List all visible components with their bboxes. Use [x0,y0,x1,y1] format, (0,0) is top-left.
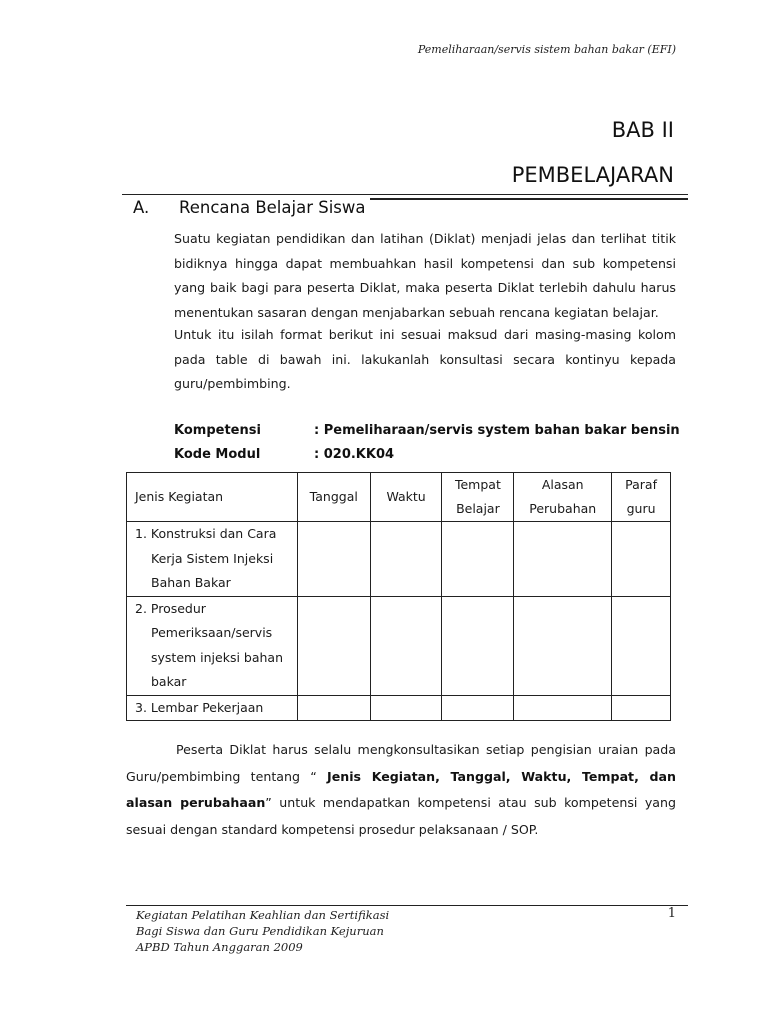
footer-line-3: APBD Tahun Anggaran 2009 [136,940,303,954]
running-header: Pemeliharaan/servis sistem bahan bakar (EFI) [417,43,676,56]
kompetensi-value: : Pemeliharaan/servis system bahan bakar bensin [314,423,680,438]
activity-cell [127,596,298,695]
chapter-number: BAB II [611,118,674,142]
header-tempat-belajar [442,473,514,522]
activity-cell [127,522,298,597]
closing-part2: untuk mendapatkan kompetensi atau sub kompetensi yang sesuai dengan standard kompetensi prosedur pelaksanaan / SOP. [126,795,676,837]
table-header-row [127,473,671,522]
alasan-cell[interactable] [514,596,612,695]
kode-modul-row [174,447,395,462]
table-row [127,522,671,597]
header-tanggal: Tanggal [297,473,370,522]
closing-part1: Peserta Diklat harus selalu mengkonsultasikan setiap pengisian uraian pada Guru/pembimbing tentang [126,742,676,784]
header-tempat-line1: Tempat [454,477,501,492]
activity-cell [127,695,298,721]
section-letter: A. [133,198,150,217]
header-paraf-line1: Paraf [625,477,657,492]
tempat-cell[interactable] [442,596,514,695]
header-paraf-line2: guru [626,501,656,516]
intro-paragraph: Suatu kegiatan pendidikan dan latihan (Diklat) menjadi jelas dan terlihat titik bidiknya hingga dapat membuahkan hasil kompetensi dan sub kompetensi yang baik bagi para peserta Diklat, maka peserta Diklat terlebih dahulu harus menentukan sasaran dengan menjabarkan sebuah rencana kegiatan belajar. [174,231,676,320]
page-number: 1 [667,906,676,921]
tempat-cell[interactable] [442,695,514,721]
footer-line-1: Kegiatan Pelatihan Keahlian dan Sertifikasi [136,908,390,922]
tempat-cell[interactable] [442,522,514,597]
section-title: Rencana Belajar Siswa [179,198,366,217]
closing-open-quote: “ [310,768,317,784]
chapter-title: PEMBELAJARAN [511,163,674,187]
kode-modul-value: : 020.KK04 [314,447,395,462]
header-paraf-guru [612,473,671,522]
footer-rule [126,905,688,906]
table-row [127,695,671,721]
closing-bold-terms: Jenis Kegiatan, Tanggal, Waktu, Tempat, dan alasan perubahaan [126,768,676,810]
kompetensi-row [174,423,680,438]
header-alasan-line2: Perubahan [529,501,597,516]
footer-block [136,907,389,955]
waktu-cell[interactable] [370,522,442,597]
tanggal-cell[interactable] [297,596,370,695]
activity-text: 1. Konstruksi dan Cara Kerja Sistem Injeksi Bahan Bakar [135,526,277,590]
header-waktu: Waktu [370,473,442,522]
kompetensi-label: Kompetensi [174,423,261,438]
study-plan-table [126,472,671,721]
chapter-rule-thin [122,194,688,195]
closing-close-quote: ” [265,795,272,810]
waktu-cell[interactable] [370,596,442,695]
activity-text: 2. Prosedur Pemeriksaan/servis system injeksi bahan bakar [135,600,284,689]
header-jenis-kegiatan: Jenis Kegiatan [127,473,298,522]
paraf-cell[interactable] [612,695,671,721]
header-tempat-line2: Belajar [456,501,500,516]
waktu-cell[interactable] [370,695,442,721]
chapter-rule-thick [370,198,688,200]
table-row [127,596,671,695]
instruction-paragraph: Untuk itu isilah format berikut ini sesuai maksud dari masing-masing kolom pada table di bawah ini. lakukanlah konsultasi secara kontinyu kepada guru/pembimbing. [174,327,676,391]
header-alasan-perubahan [514,473,612,522]
header-alasan-line1: Alasan [541,477,584,492]
footer-line-2: Bagi Siswa dan Guru Pendidikan Kejuruan [136,924,384,938]
activity-text: 3. Lembar Pekerjaan [135,699,264,715]
alasan-cell[interactable] [514,522,612,597]
paraf-cell[interactable] [612,522,671,597]
tanggal-cell[interactable] [297,695,370,721]
section-heading [133,198,366,217]
paraf-cell[interactable] [612,596,671,695]
alasan-cell[interactable] [514,695,612,721]
closing-paragraph [126,737,676,843]
kode-modul-label: Kode Modul [174,447,261,462]
tanggal-cell[interactable] [297,522,370,597]
